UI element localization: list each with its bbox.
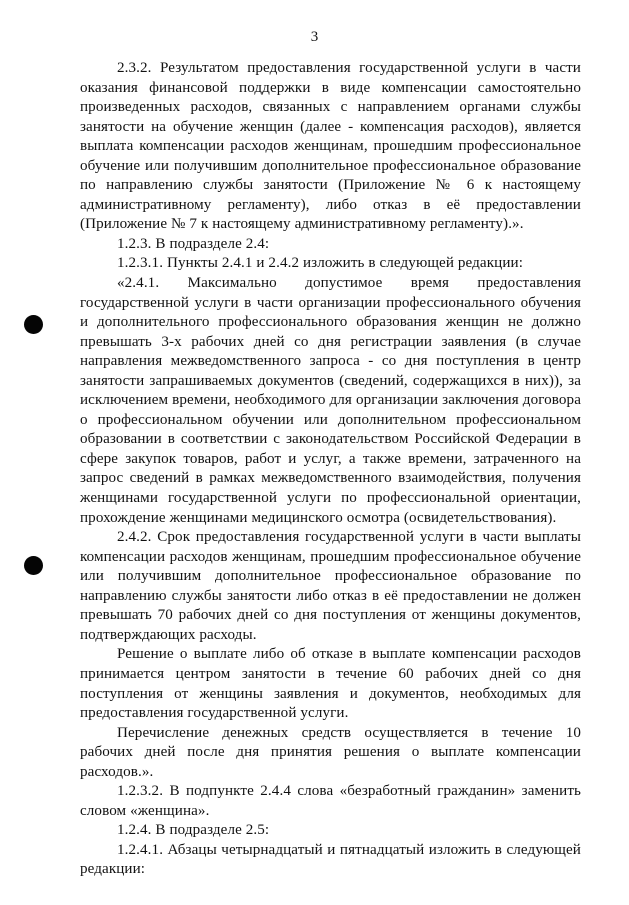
paragraph: «2.4.1. Максимально допустимое время предоставления государственной услуги в части организации профессионального обучения и дополнительного профессионального образования женщин не должно превышать 3-х рабочих дней со дня регистрации заявления (в случае направления межведомственного запроса - со дня поступления в центр занятости запрашиваемых документов (сведений, содержащихся в них)), за исключением времени, необходимого для организации заключения договора о профессиональном обучении или дополнительном профессиональном образовании в соответствии с законодательством Российской Федерации в сфере закупок товаров, работ и услуг, а также времени, затраченного на запрос сведений в рамках межведомственного взаимодействия, получения женщинами государственной услуги по профессиональной ориентации, прохождение женщинами медицинского осмотра (освидетельствования).	[80, 275, 581, 526]
paragraph: 2.4.2. Срок предоставления государственной услуги в части выплаты компенсации расходов женщинам, прошедшим профессиональное обучение или получившим дополнительное профессиональное образование по направлению службы занятости либо отказ в её предоставлении не должен превышать 70 рабочих дней со дня поступления от женщины документов, подтверждающих расходы.	[80, 529, 581, 643]
paragraph: 1.2.3.1. Пункты 2.4.1 и 2.4.2 изложить в следующей редакции:	[117, 255, 523, 272]
paragraph: 1.2.4.1. Абзацы четырнадцатый и пятнадцатый изложить в следующей редакции:	[80, 841, 581, 878]
paragraph: 2.3.2. Результатом предоставления государственной услуги в части оказания финансовой поддержки в виде компенсации самостоятельно произведенных расходов, связанных с направлением органами службы занятости на обучение женщин (далее - компенсация расходов), является выплата компенсации расходов женщинам, прошедшим профессиональное обучение или получившим дополнительное профессиональное образование по направлению службы занятости (Приложение № 6 к настоящему административному регламенту), либо отказ в её предоставлении (Приложение № 7 к настоящему административному регламенту).».	[80, 60, 581, 233]
paragraph: Перечисление денежных средств осуществляется в течение 10 рабочих дней после дня принятия решения о выплате компенсации расходов.».	[80, 724, 581, 780]
paragraph: 1.2.3. В подразделе 2.4:	[117, 235, 270, 252]
punch-hole	[24, 315, 43, 334]
punch-hole	[24, 556, 43, 575]
paragraph: Решение о выплате либо об отказе в выплате компенсации расходов принимается центром занятости в течение 60 рабочих дней со дня поступления от женщины заявления и документов, необходимых для предоставления государственной услуги.	[80, 646, 581, 722]
paragraph: 1.2.4. В подразделе 2.5:	[117, 822, 270, 839]
paragraph: 1.2.3.2. В подпункте 2.4.4 слова «безработный гражданин» заменить словом «женщина».	[80, 783, 581, 819]
page-number: 3	[310, 29, 319, 45]
document-body	[80, 59, 581, 880]
